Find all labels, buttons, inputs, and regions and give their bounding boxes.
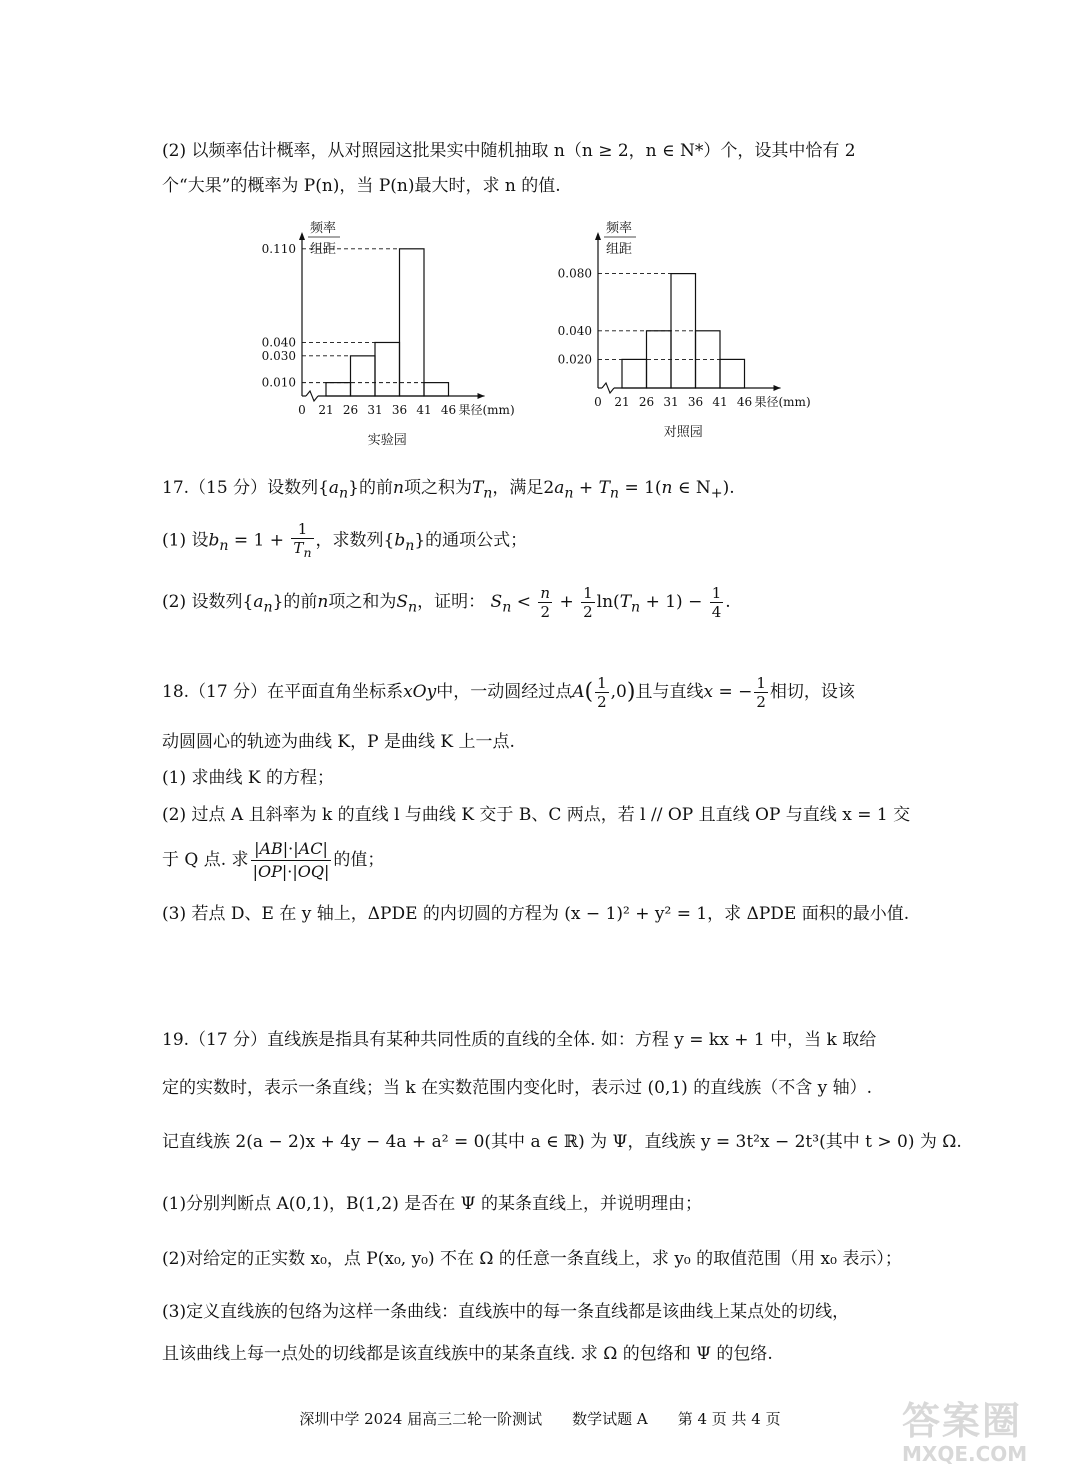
y-label-top: 频率 <box>310 221 337 236</box>
q18-part2-line2: 于 Q 点. 求 $\frac{|AB|\cdot|AC|}{|OP|\cdot|OQ|}$ 的值； <box>162 839 385 881</box>
x-tick-label: 31 <box>663 395 679 409</box>
q19-stem-line1: 19.（17 分）直线族是指具有某种共同性质的直线的全体. 如：方程 y = kx + 1 中，当 k 取给 <box>162 1030 877 1050</box>
histogram-bar <box>622 359 647 388</box>
histogram-bar <box>375 342 400 396</box>
y-tick-label: 0.030 <box>261 348 296 363</box>
y-label-top: 频率 <box>606 221 633 236</box>
y-tick-label: 0.080 <box>557 266 592 281</box>
y-tick-label: 0.040 <box>261 335 296 350</box>
x-tick-label: 21 <box>318 403 334 417</box>
x-tick-label: 36 <box>391 403 408 417</box>
x-tick-label: 26 <box>342 403 359 417</box>
x-tick-label: 41 <box>712 395 728 409</box>
x-tick-label: 0 <box>594 395 602 409</box>
x-tick-label: 36 <box>687 395 704 409</box>
x-axis-label: 果径(mm) <box>754 395 811 409</box>
histogram-bar <box>326 383 351 396</box>
q16-part2-line2: 个“大果”的概率为 P(n)，当 P(n)最大时，求 n 的值. <box>162 176 561 196</box>
page-footer: 深圳中学 2024 届高三二轮一阶测试 数学试题 A 第 4 页 共 4 页 <box>299 1410 781 1428</box>
y-tick-label: 0.010 <box>261 375 296 390</box>
q19-part2: (2)对给定的正实数 x₀，点 P(x₀, y₀) 不在 Ω 的任意一条直线上，求 y₀ 的取值范围（用 x₀ 表示）； <box>162 1249 902 1269</box>
axis-break-mark <box>602 383 614 393</box>
y-label-bottom: 组距 <box>310 242 337 257</box>
y-axis-arrow <box>595 232 601 240</box>
histogram-experiment <box>250 212 540 452</box>
x-tick-label: 26 <box>638 395 655 409</box>
x-tick-label: 31 <box>367 403 383 417</box>
y-tick-label: 0.040 <box>557 323 592 338</box>
x-axis-arrow <box>774 385 781 391</box>
y-tick-label: 0.020 <box>557 352 592 367</box>
histogram-bar <box>424 383 449 396</box>
histogram-bar <box>400 249 425 396</box>
x-tick-label: 0 <box>298 403 306 417</box>
histogram-bar <box>351 356 376 396</box>
y-tick-label: 0.110 <box>261 241 296 256</box>
q19-stem-line2: 定的实数时，表示一条直线；当 k 在实数范围内变化时，表示过 (0,1) 的直线族（不含 y 轴）. <box>162 1078 873 1098</box>
watermark-url: MXQE.COM <box>902 1442 1028 1466</box>
q18-part3: (3) 若点 D、E 在 y 轴上，ΔPDE 的内切圆的方程为 (x − 1)² + y² = 1，求 ΔPDE 面积的最小值. <box>162 904 910 924</box>
q17-stem: 17.（15 分）设数列$\{a_n\}$的前n项之积为$T_n$，满足$2a_n + T_n = 1(n$ ∈ $N_+$). <box>162 478 735 502</box>
watermark-logo <box>902 1400 1027 1466</box>
q19-stem-line3: 记直线族 2(a − 2)x + 4y − 4a + a² = 0(其中 a ∈ ℝ) 为 Ψ，直线族 y = 3t²x − 2t³(其中 t > 0) 为 Ω. <box>162 1132 962 1152</box>
chart-caption: 实验园 <box>367 433 407 448</box>
q18-stem-line2: 动圆圆心的轨迹为曲线 K，P 是曲线 K 上一点. <box>162 732 515 752</box>
axis-break-mark <box>306 391 318 401</box>
q17-part1: (1) 设$b_n = 1$ + $\frac{1}{T_n}$ ，求数列$\{b_n\}$的通项公式； <box>162 520 528 560</box>
q19-part3-line2: 且该曲线上每一点处的切线都是该直线族中的某条直线. 求 Ω 的包络和 Ψ 的包络. <box>162 1344 773 1364</box>
q18-stem-line1: 18.（17 分）在平面直角坐标系xOy中，一动圆经过点A( $\frac{1}{2}$ ,0)且与直线x = − $\frac{1}{2}$ 相切，设该 <box>162 674 855 711</box>
watermark-title: 答案圈 <box>902 1399 1023 1443</box>
q19-part1: (1)分别判断点 A(0,1)，B(1,2) 是否在 Ψ 的某条直线上，并说明理由； <box>162 1194 702 1214</box>
x-axis-label: 果径(mm) <box>458 403 515 417</box>
q16-part2-line1: (2) 以频率估计概率，从对照园这批果实中随机抽取 n（n ≥ 2，n ∈ N*）个，设其中恰有 2 <box>162 141 856 161</box>
x-tick-label: 46 <box>736 395 753 409</box>
q19-part3-line1: (3)定义直线族的包络为这样一条曲线：直线族中的每一条直线都是该曲线上某点处的切线， <box>162 1302 850 1322</box>
y-label-bottom: 组距 <box>606 242 633 257</box>
y-axis-arrow <box>299 232 305 240</box>
q17-part2: (2) 设数列$\{a_n\}$的前n项之和为$S_n$，证明： $S_n$ < $\frac{n}{2}$ + $\frac{1}{2}$ $\ln(T_n + 1)$ − $\frac{1}{4}$ . <box>162 584 731 621</box>
q18-part2-line1: (2) 过点 A 且斜率为 k 的直线 l 与曲线 K 交于 B、C 两点，若 l // OP 且直线 OP 与直线 x = 1 交 <box>162 805 911 825</box>
x-tick-label: 41 <box>416 403 432 417</box>
x-tick-label: 21 <box>614 395 630 409</box>
histogram-bar <box>720 359 745 388</box>
histogram-control <box>540 212 840 452</box>
chart-caption: 对照园 <box>663 425 703 440</box>
q18-part1: (1) 求曲线 K 的方程； <box>162 768 334 788</box>
x-axis-arrow <box>478 393 485 399</box>
x-tick-label: 46 <box>440 403 457 417</box>
